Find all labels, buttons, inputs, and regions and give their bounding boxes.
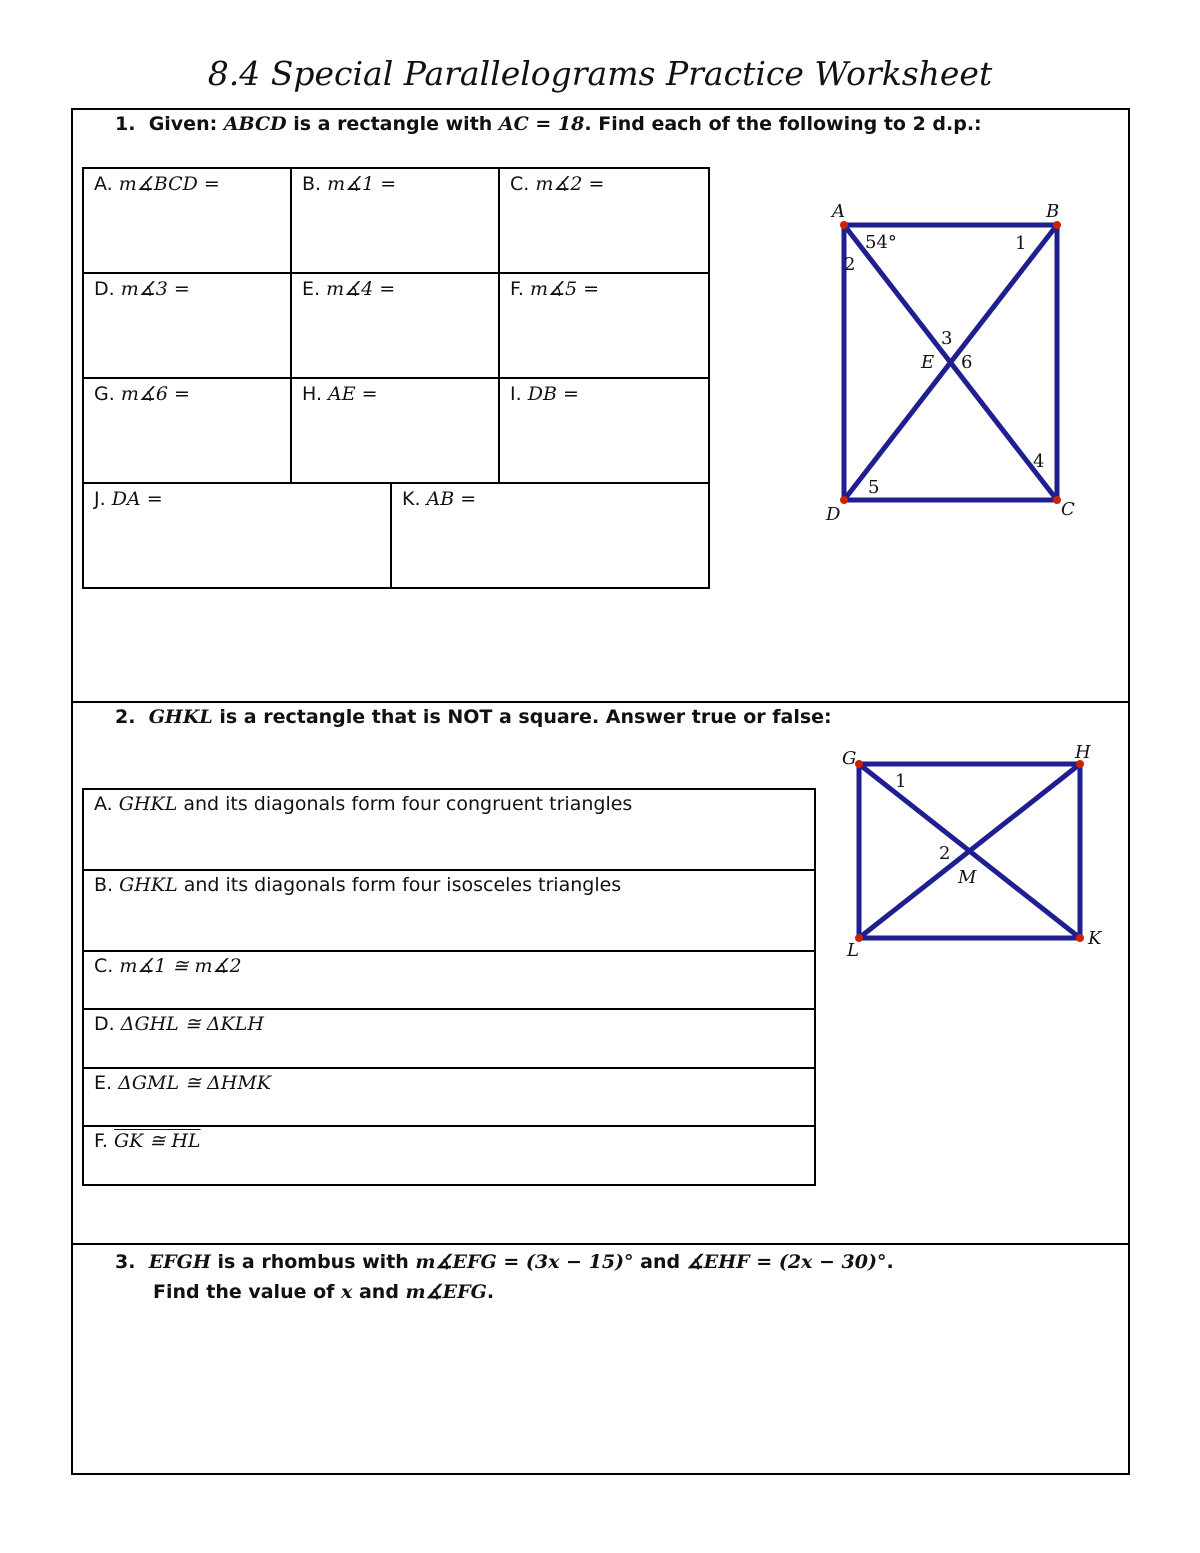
label-l: L <box>847 940 859 961</box>
answer-cell[interactable]: C. m∡2 = <box>499 168 709 273</box>
point-a <box>840 221 848 229</box>
q2-true-false-table <box>82 788 816 1186</box>
label-g: G <box>842 748 857 769</box>
figure-lines <box>844 225 1057 500</box>
rectangle-abcd-figure <box>810 195 1090 535</box>
tf-row[interactable]: A. GHKL and its diagonals form four congruent triangles <box>83 789 815 870</box>
question-3-text <box>115 1247 894 1307</box>
rectangle-ghkl-figure <box>835 740 1115 965</box>
question-2-text: 2. GHKL is a rectangle that is NOT a square. Answer true or false: <box>115 706 832 728</box>
label-a: A <box>832 201 845 222</box>
question-number: 1. <box>115 113 136 135</box>
point-b <box>1053 221 1061 229</box>
figure-lines <box>859 764 1080 938</box>
angle-number-1: 1 <box>895 771 907 792</box>
question-number: 2. <box>115 706 136 728</box>
tf-row[interactable]: B. GHKL and its diagonals form four isosceles triangles <box>83 870 815 951</box>
answer-cell[interactable]: K. AB = <box>391 483 709 588</box>
answer-cell[interactable]: H. AE = <box>291 378 499 483</box>
label-h: H <box>1075 742 1091 763</box>
label-c: C <box>1061 499 1075 520</box>
answer-cell[interactable]: B. m∡1 = <box>291 168 499 273</box>
section-divider-1 <box>71 701 1130 703</box>
angle-number-2: 2 <box>939 843 951 864</box>
question-number: 3. <box>115 1251 136 1273</box>
section-divider-2 <box>71 1243 1130 1245</box>
label-m: M <box>958 867 977 888</box>
angle-label-54: 54° <box>865 232 897 253</box>
label-d: D <box>826 504 841 525</box>
tf-row[interactable]: E. ΔGML ≅ ΔHMK <box>83 1068 815 1126</box>
point-d <box>840 496 848 504</box>
label-b: B <box>1046 201 1060 222</box>
angle-number-5: 5 <box>868 477 880 498</box>
tf-row[interactable]: D. ΔGHL ≅ ΔKLH <box>83 1009 815 1068</box>
tf-row[interactable]: F. GK ≅ HL <box>83 1126 815 1185</box>
angle-number-6: 6 <box>961 352 973 373</box>
question-1-text: 1. Given: ABCD is a rectangle with AC = 18. Find each of the following to 2 d.p.: <box>115 113 982 135</box>
answer-cell[interactable]: A. m∡BCD = <box>83 168 291 273</box>
angle-number-4: 4 <box>1033 451 1045 472</box>
answer-cell[interactable]: F. m∡5 = <box>499 273 709 378</box>
tf-row[interactable]: C. m∡1 ≅ m∡2 <box>83 951 815 1009</box>
q1-answer-grid <box>82 167 710 589</box>
angle-number-3: 3 <box>941 328 953 349</box>
angle-number-1: 1 <box>1015 233 1027 254</box>
label-k: K <box>1088 928 1102 949</box>
answer-cell[interactable]: I. DB = <box>499 378 709 483</box>
question-3-line-2: Find the value of x and m∡EFG. <box>153 1281 495 1303</box>
answer-cell[interactable]: G. m∡6 = <box>83 378 291 483</box>
angle-number-2: 2 <box>844 254 856 275</box>
point-k <box>1076 934 1084 942</box>
answer-cell[interactable]: E. m∡4 = <box>291 273 499 378</box>
question-3-line-1: 3. EFGH is a rhombus with m∡EFG = (3x − 15)° and ∡EHF = (2x − 30)°. <box>115 1251 894 1273</box>
answer-cell[interactable]: J. DA = <box>83 483 391 588</box>
label-e: E <box>921 352 935 373</box>
page-title: 8.4 Special Parallelograms Practice Worksheet <box>207 54 993 93</box>
point-c <box>1053 496 1061 504</box>
answer-cell[interactable]: D. m∡3 = <box>83 273 291 378</box>
